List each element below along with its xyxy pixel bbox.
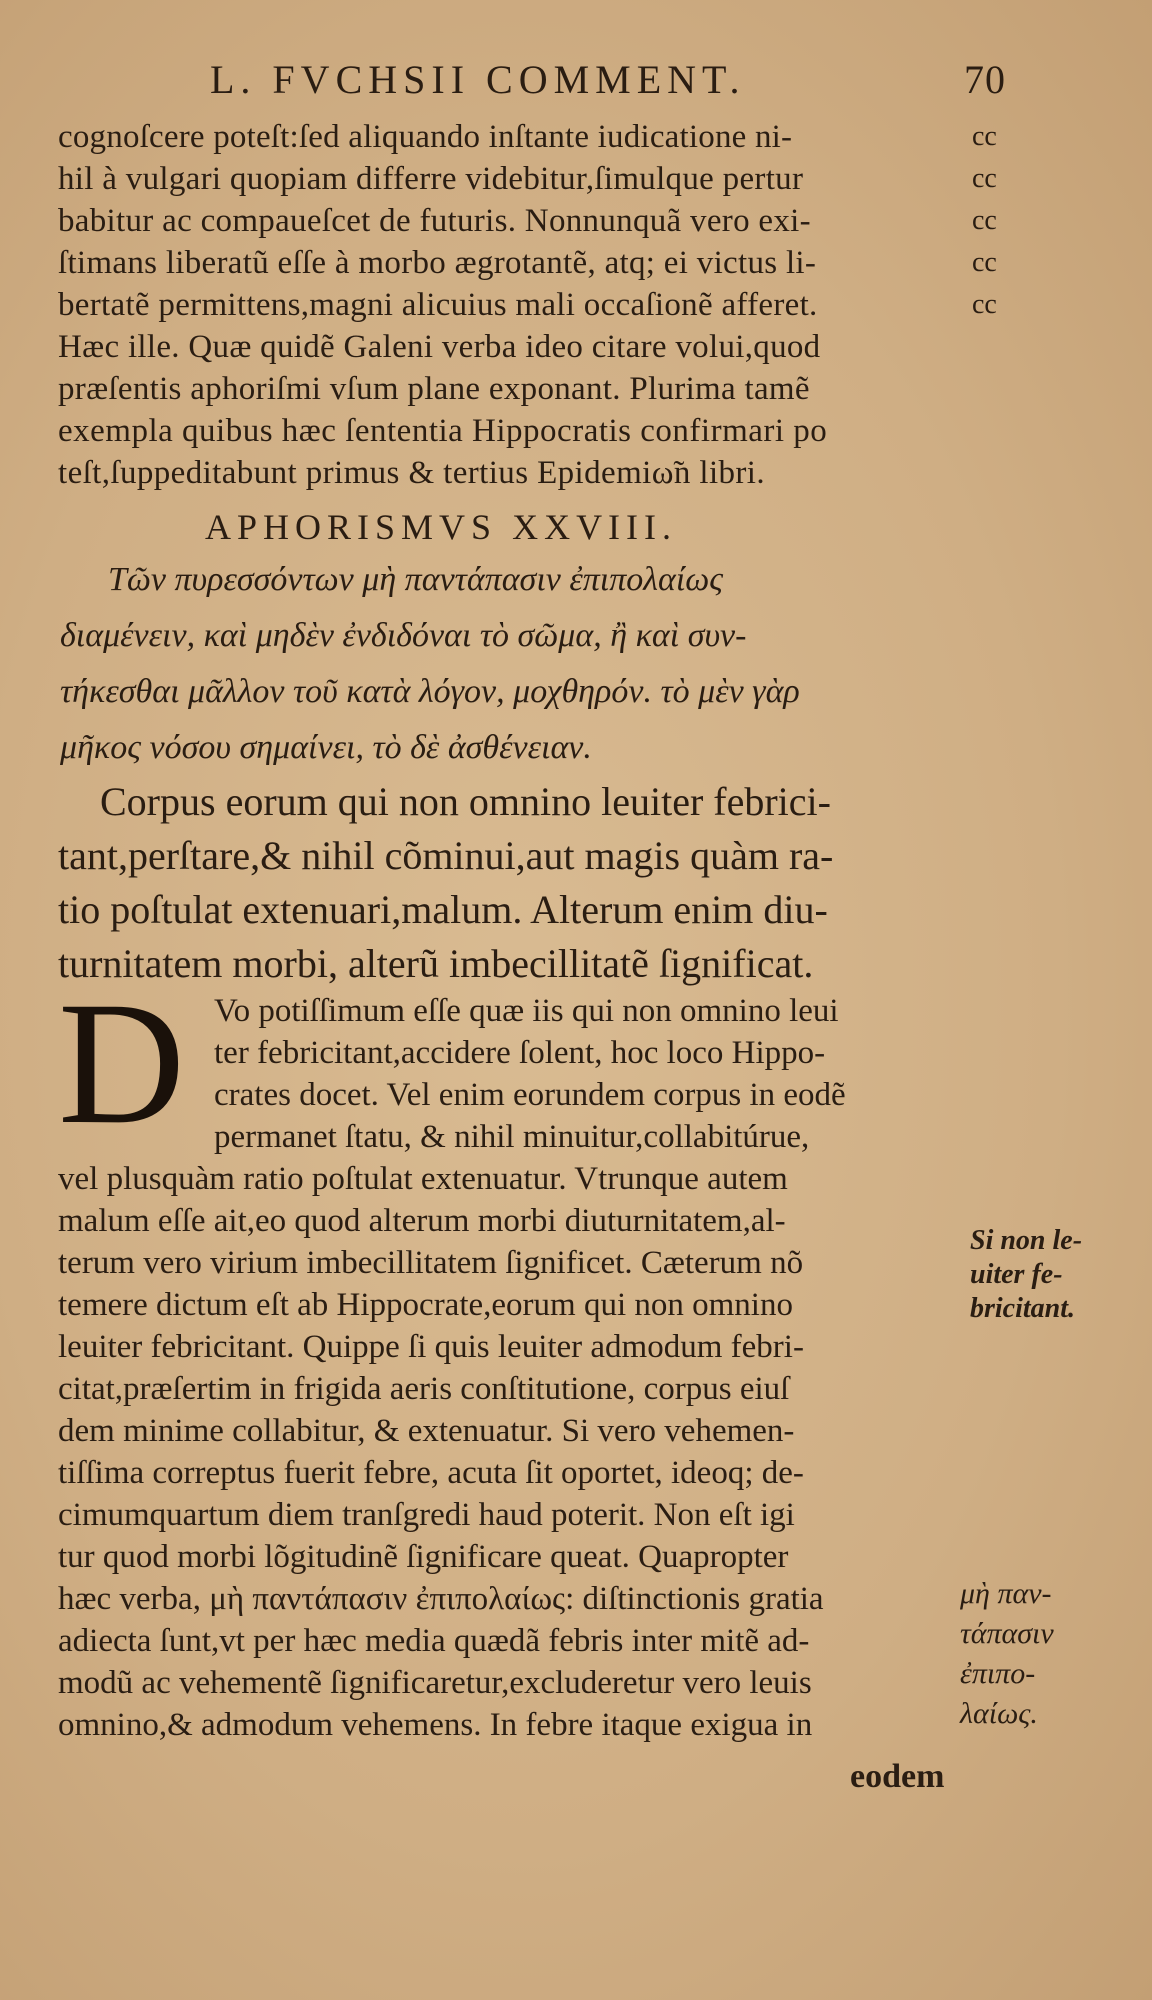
text-line: cimumquartum diem tranſgredi haud poterit. Non eſt igi xyxy=(58,1497,795,1533)
text-line: Hæc ille. Quæ quidẽ Galeni verba ideo citare volui,quod xyxy=(58,329,821,365)
text-line: vel plusquàm ratio poſtulat extenuatur. Vtrunque autem xyxy=(58,1161,788,1197)
text-line: exempla quibus hæc ſententia Hippocratis confirmari po xyxy=(58,413,828,449)
margin-greek-line: λαίως. xyxy=(960,1697,1038,1730)
text-line: temere dictum eſt ab Hippocrate,eorum qui non omnino xyxy=(58,1287,793,1323)
aphorism-heading: APHORISMVS XXVIII. xyxy=(205,507,678,547)
text-line: cognoſcere poteſt:ſed aliquando inſtante iudicatione ni- xyxy=(58,119,793,155)
margin-greek-line: τάπασιν xyxy=(960,1617,1054,1650)
text-line: hil à vulgari quopiam differre videbitur,ſimulque pertur xyxy=(58,161,804,197)
text-line: tiſſima correptus fuerit febre, acuta ſit oportet, ideoq; de- xyxy=(58,1455,804,1491)
latin-line: turnitatem morbi, alterũ imbecillitatẽ ſignificat. xyxy=(58,941,814,986)
quote-mark: cc xyxy=(972,163,997,194)
drop-cap-letter: D xyxy=(58,966,186,1161)
margin-note-line: uiter fe- xyxy=(970,1259,1063,1290)
greek-line: μῆκος νόσου σημαίνει, τὸ δὲ ἀσθένειαν. xyxy=(60,729,592,766)
text-line: dem minime collabitur, & extenuatur. Si vero vehemen- xyxy=(58,1413,795,1449)
quote-mark: cc xyxy=(972,121,997,152)
latin-line: tio poſtulat extenuari,malum. Alterum enim diu- xyxy=(58,887,828,932)
greek-line: τήκεσθαι μᾶλλον τοῦ κατὰ λόγον, μοχθηρόν. τὸ μὲν γὰρ xyxy=(60,673,800,710)
margin-note-line: bricitant. xyxy=(970,1293,1076,1324)
text-line: leuiter febricitant. Quippe ſi quis leuiter admodum febri- xyxy=(58,1329,804,1365)
running-title: L. FVCHSII COMMENT. xyxy=(210,57,746,102)
greek-line: διαμένειν, καὶ μηδὲν ἐνδιδόναι τὸ σῶμα, ἢ καὶ συν- xyxy=(60,617,747,654)
latin-line: tant,perſtare,& nihil cõminui,aut magis quàm ra- xyxy=(58,833,834,878)
running-header xyxy=(200,56,1006,106)
text-line: omnino,& admodum vehemens. In febre itaque exigua in xyxy=(58,1707,813,1743)
catchword: eodem xyxy=(850,1758,945,1795)
text-line: præſentis aphoriſmi vſum plane exponant. Plurima tamẽ xyxy=(58,371,810,407)
text-line: modũ ac vehementẽ ſignificaretur,excluderetur vero leuis xyxy=(58,1665,812,1701)
text-line: bertatẽ permittens,magni alicuius mali occaſionẽ afferet. xyxy=(58,287,818,323)
text-line: babitur ac compaueſcet de futuris. Nonnunquã vero exi- xyxy=(58,203,811,239)
drop-cap xyxy=(58,966,188,1161)
page-number: 70 xyxy=(964,57,1006,102)
quote-mark: cc xyxy=(972,205,997,236)
text-line: Vo potiſſimum eſſe quæ iis qui non omnino leui xyxy=(214,993,839,1029)
text-line: teſt,ſuppeditabunt primus & tertius Epidemiω̃n libri. xyxy=(58,455,766,491)
greek-line: Τῶν πυρεσσόντων μὴ παντάπασιν ἐπιπολαίως xyxy=(108,561,724,598)
text-line: crates docet. Vel enim eorundem corpus in eodẽ xyxy=(214,1077,846,1113)
text-line: ſtimans liberatũ eſſe à morbo ægrotantẽ, atq; ei victus li- xyxy=(58,245,817,281)
margin-greek-line: ἐπιπο- xyxy=(960,1657,1036,1690)
latin-line: Corpus eorum qui non omnino leuiter febrici- xyxy=(100,779,831,824)
margin-note-line: Si non le- xyxy=(970,1225,1083,1256)
text-line: terum vero virium imbecillitatem ſignificet. Cæterum nõ xyxy=(58,1245,804,1281)
text-line: tur quod morbi lõgitudinẽ ſignificare queat. Quapropter xyxy=(58,1539,789,1575)
text-line: malum eſſe ait,eo quod alterum morbi diuturnitatem,al- xyxy=(58,1203,786,1239)
margin-greek-line: μὴ παν- xyxy=(960,1577,1052,1610)
quote-mark: cc xyxy=(972,247,997,278)
text-line: adiecta ſunt,vt per hæc media quædã febris inter mitẽ ad- xyxy=(58,1623,810,1659)
text-line: ter febricitant,accidere ſolent, hoc loco Hippo- xyxy=(214,1035,826,1071)
text-line: permanet ſtatu, & nihil minuitur,collabitúrue, xyxy=(214,1119,810,1155)
text-line: citat,præſertim in frigida aeris conſtitutione, corpus eiuſ xyxy=(58,1371,790,1407)
text-line: hæc verba, μὴ παντάπασιν ἐπιπολαίως: diſtinctionis gratia xyxy=(58,1581,824,1617)
quote-mark: cc xyxy=(972,289,997,320)
